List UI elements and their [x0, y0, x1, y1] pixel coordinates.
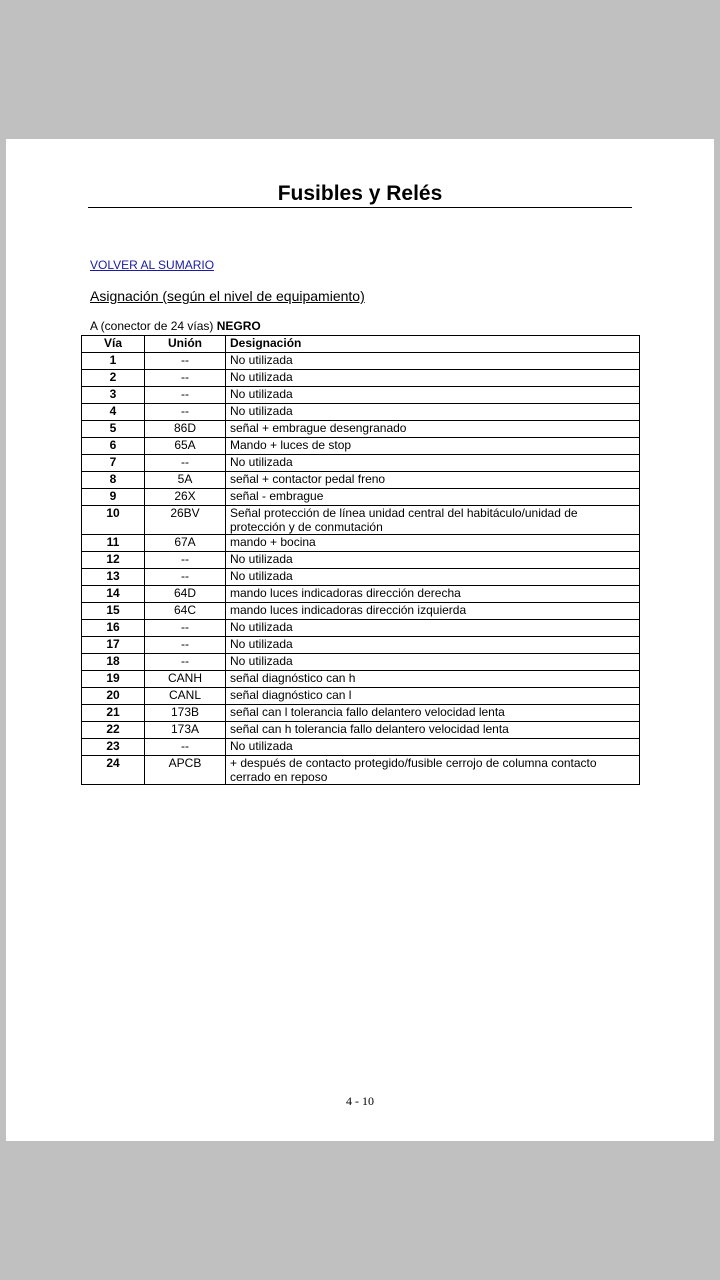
table-row — [82, 586, 640, 603]
union-cell: 86D — [145, 421, 226, 438]
designacion-cell: señal diagnóstico can h — [226, 671, 640, 688]
union-cell: 26X — [145, 489, 226, 506]
via-cell: 18 — [82, 654, 145, 671]
via-cell: 23 — [82, 739, 145, 756]
via-cell: 12 — [82, 552, 145, 569]
table-row — [82, 421, 640, 438]
union-cell: 26BV — [145, 506, 226, 535]
table-row — [82, 472, 640, 489]
designacion-cell: No utilizada — [226, 370, 640, 387]
page-number: 4 - 10 — [346, 1094, 374, 1108]
via-cell: 4 — [82, 404, 145, 421]
union-cell: 64C — [145, 603, 226, 620]
designacion-cell: mando + bocina — [226, 535, 640, 552]
table-row — [82, 353, 640, 370]
table-row — [82, 387, 640, 404]
table-row — [82, 438, 640, 455]
union-cell: -- — [145, 637, 226, 654]
via-cell: 17 — [82, 637, 145, 654]
designacion-cell: No utilizada — [226, 654, 640, 671]
via-cell: 8 — [82, 472, 145, 489]
designacion-cell: No utilizada — [226, 620, 640, 637]
via-cell: 7 — [82, 455, 145, 472]
designacion-cell: No utilizada — [226, 404, 640, 421]
designacion-cell: señal can l tolerancia fallo delantero velocidad lenta — [226, 705, 640, 722]
designacion-cell: No utilizada — [226, 569, 640, 586]
designacion-cell: señal + contactor pedal freno — [226, 472, 640, 489]
via-cell: 20 — [82, 688, 145, 705]
table-row — [82, 455, 640, 472]
document-page — [6, 139, 714, 1141]
designacion-cell: No utilizada — [226, 552, 640, 569]
table-row — [82, 705, 640, 722]
table-header-row — [82, 336, 640, 353]
designacion-cell: + después de contacto protegido/fusible cerrojo de columna contacto cerrado en reposo — [226, 756, 640, 785]
table-row — [82, 637, 640, 654]
table-row — [82, 506, 640, 535]
table-row — [82, 739, 640, 756]
title-underline — [88, 207, 632, 208]
via-cell: 13 — [82, 569, 145, 586]
back-to-summary-link[interactable]: VOLVER AL SUMARIO — [90, 258, 215, 272]
table-row — [82, 569, 640, 586]
via-cell: 24 — [82, 756, 145, 785]
via-cell: 16 — [82, 620, 145, 637]
table-row — [82, 535, 640, 552]
via-cell: 22 — [82, 722, 145, 739]
union-cell: 67A — [145, 535, 226, 552]
union-cell: 65A — [145, 438, 226, 455]
header-designacion: Designación — [226, 336, 640, 353]
section-heading: Asignación (según el nivel de equipamiento) — [90, 288, 365, 304]
table-row — [82, 722, 640, 739]
union-cell: CANH — [145, 671, 226, 688]
union-cell: -- — [145, 552, 226, 569]
union-cell: 5A — [145, 472, 226, 489]
designacion-cell: mando luces indicadoras dirección derecha — [226, 586, 640, 603]
designacion-cell: No utilizada — [226, 739, 640, 756]
union-cell: -- — [145, 620, 226, 637]
designacion-cell: señal - embrague — [226, 489, 640, 506]
via-cell: 2 — [82, 370, 145, 387]
union-cell: -- — [145, 455, 226, 472]
designacion-cell: Mando + luces de stop — [226, 438, 640, 455]
via-cell: 10 — [82, 506, 145, 535]
table-row — [82, 552, 640, 569]
designacion-cell: No utilizada — [226, 353, 640, 370]
via-cell: 9 — [82, 489, 145, 506]
table-row — [82, 603, 640, 620]
table-row — [82, 404, 640, 421]
via-cell: 11 — [82, 535, 145, 552]
via-cell: 5 — [82, 421, 145, 438]
designacion-cell: señal can h tolerancia fallo delantero velocidad lenta — [226, 722, 640, 739]
table-row — [82, 688, 640, 705]
via-cell: 19 — [82, 671, 145, 688]
via-cell: 3 — [82, 387, 145, 404]
designacion-cell: Señal protección de línea unidad central del habitáculo/unidad de protección y de conmutación — [226, 506, 640, 535]
header-union: Unión — [145, 336, 226, 353]
caption-color: NEGRO — [216, 319, 261, 333]
union-cell: -- — [145, 739, 226, 756]
union-cell: 173A — [145, 722, 226, 739]
table-body — [82, 353, 640, 785]
designacion-cell: No utilizada — [226, 387, 640, 404]
designacion-cell: señal diagnóstico can l — [226, 688, 640, 705]
union-cell: -- — [145, 569, 226, 586]
via-cell: 1 — [82, 353, 145, 370]
union-cell: APCB — [145, 756, 226, 785]
table-row — [82, 671, 640, 688]
caption-text: A (conector de 24 vías) — [90, 319, 217, 333]
union-cell: -- — [145, 404, 226, 421]
via-cell: 14 — [82, 586, 145, 603]
table-row — [82, 489, 640, 506]
via-cell: 21 — [82, 705, 145, 722]
table-row — [82, 620, 640, 637]
union-cell: 64D — [145, 586, 226, 603]
via-cell: 6 — [82, 438, 145, 455]
header-via: Vía — [82, 336, 145, 353]
union-cell: CANL — [145, 688, 226, 705]
designacion-cell: mando luces indicadoras dirección izquierda — [226, 603, 640, 620]
pin-assignment-table — [81, 335, 640, 785]
designacion-cell: No utilizada — [226, 637, 640, 654]
union-cell: -- — [145, 654, 226, 671]
via-cell: 15 — [82, 603, 145, 620]
connector-caption — [90, 319, 261, 333]
union-cell: -- — [145, 353, 226, 370]
union-cell: -- — [145, 370, 226, 387]
page-title: Fusibles y Relés — [277, 182, 443, 205]
designacion-cell: señal + embrague desengranado — [226, 421, 640, 438]
table-row — [82, 370, 640, 387]
union-cell: -- — [145, 387, 226, 404]
table-row — [82, 756, 640, 785]
designacion-cell: No utilizada — [226, 455, 640, 472]
table-row — [82, 654, 640, 671]
union-cell: 173B — [145, 705, 226, 722]
